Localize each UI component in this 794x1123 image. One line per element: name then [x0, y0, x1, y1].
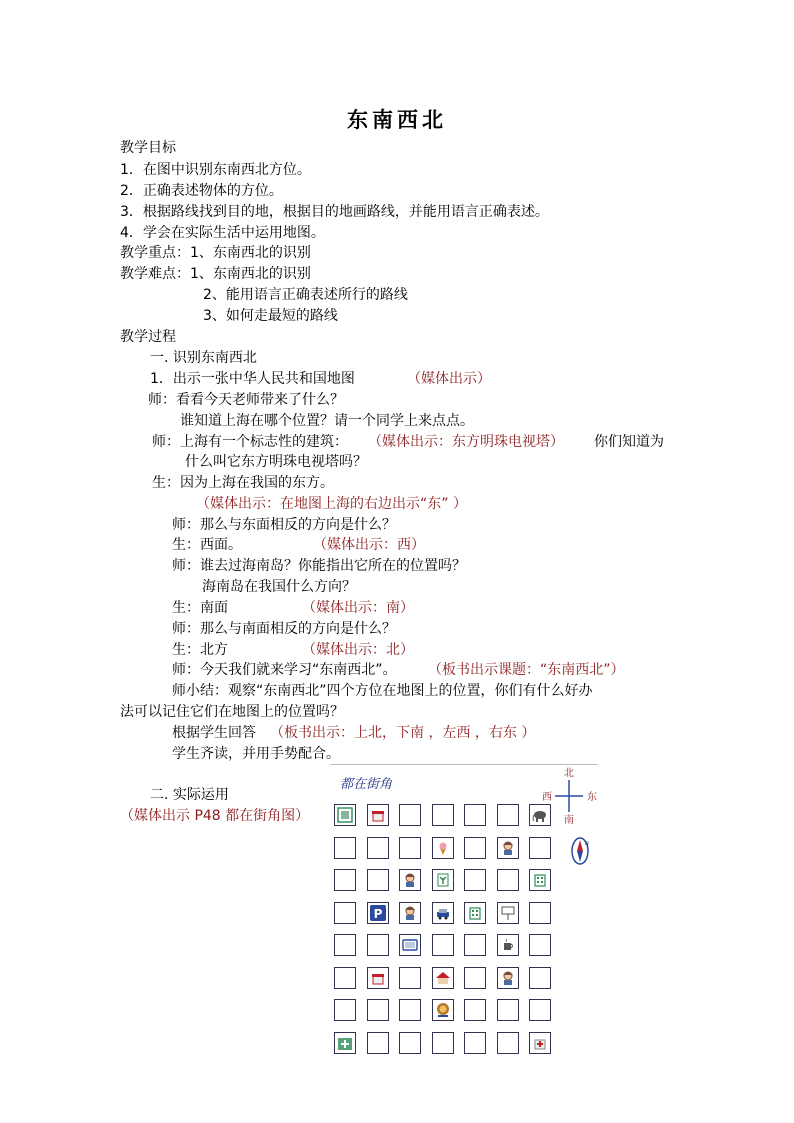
map-cell	[367, 934, 389, 956]
text-line: （媒体出示：北）	[302, 642, 414, 658]
person-icon	[402, 905, 418, 921]
map-cell	[529, 837, 551, 859]
building-icon	[532, 872, 548, 888]
map-cell	[432, 869, 454, 891]
map-cell	[464, 934, 486, 956]
map-cell	[497, 837, 519, 859]
pharmacy-icon	[337, 1035, 353, 1051]
text-line: 师：那么与东面相反的方向是什么？	[172, 517, 396, 533]
map-cell	[399, 837, 421, 859]
map-cell	[497, 869, 519, 891]
street-map-grid	[330, 800, 560, 1060]
text-line: 3．根据路线找到目的地，根据目的地画路线，并能用语言正确表述。	[120, 204, 549, 220]
text-line: （媒体出示：西）	[313, 537, 425, 553]
compass-needle-icon	[570, 836, 590, 866]
text-line: 教学重点：1、东南西北的识别	[120, 245, 311, 261]
text-line: （媒体出示）	[407, 371, 491, 387]
map-cell	[334, 934, 356, 956]
map-cell	[529, 934, 551, 956]
map-cell	[464, 967, 486, 989]
map-cell	[497, 1032, 519, 1054]
map-cell	[367, 804, 389, 826]
text-line: 学生齐读，并用手势配合。	[172, 746, 340, 762]
text-line: 1．在图中识别东南西北方位。	[120, 162, 311, 178]
map-cell	[529, 967, 551, 989]
text-line: 2．正确表述物体的方位。	[120, 183, 283, 199]
text-line: 师：看看今天老师带来了什么？	[148, 392, 344, 408]
text-line: 教学过程	[120, 329, 176, 345]
tv-icon	[402, 937, 418, 953]
map-cell	[432, 804, 454, 826]
person-icon	[500, 970, 516, 986]
map-cell	[367, 1032, 389, 1054]
map-cell	[464, 1032, 486, 1054]
compass-south-label: 南	[564, 815, 574, 826]
text-line: 教学难点：1、东南西北的识别	[120, 266, 311, 282]
map-cell	[529, 804, 551, 826]
text-line: 1．出示一张中华人民共和国地图	[150, 371, 355, 387]
map-cell	[367, 967, 389, 989]
map-cell	[334, 967, 356, 989]
elephant-icon	[532, 807, 548, 823]
map-cell	[334, 1032, 356, 1054]
library-icon	[337, 807, 353, 823]
text-line: 生：西面。	[172, 537, 242, 553]
text-line: （媒体出示：南）	[302, 600, 414, 616]
text-line: 4．学会在实际生活中运用地图。	[120, 225, 325, 241]
map-cell	[399, 934, 421, 956]
text-line: 教学目标	[120, 140, 176, 156]
compass-north-label: 北	[564, 768, 574, 779]
map-cell	[497, 902, 519, 924]
shop-icon	[370, 807, 386, 823]
text-line: 法可以记住它们在地图上的位置吗？	[120, 704, 344, 720]
compass-west-label: 西	[542, 792, 552, 803]
figure-top-rule	[330, 764, 598, 765]
parking-icon	[370, 905, 386, 921]
text-line: 海南岛在我国什么方向？	[202, 579, 356, 595]
map-cell	[464, 804, 486, 826]
map-cell	[399, 999, 421, 1021]
ice-cream-icon	[435, 840, 451, 856]
map-cell	[334, 902, 356, 924]
map-cell	[334, 837, 356, 859]
text-line: 谁知道上海在哪个位置？请一个同学上来点点。	[180, 413, 474, 429]
compass-n-mark: N	[585, 841, 589, 847]
text-line: （媒体出示：在地图上海的右边出示“东” ）	[196, 496, 467, 512]
map-cell	[399, 1032, 421, 1054]
text-line: （板书出示：上北，下南 ，左西 ，右东 ）	[270, 725, 536, 741]
map-cell	[399, 804, 421, 826]
text-line: 师：上海有一个标志性的建筑：	[152, 434, 348, 450]
text-line: 师：那么与南面相反的方向是什么？	[172, 621, 396, 637]
building-icon	[467, 905, 483, 921]
map-cell	[334, 999, 356, 1021]
text-line: 师小结：观察“东南西北”四个方位在地图上的位置，你们有什么好办	[172, 683, 593, 699]
car-icon	[435, 905, 451, 921]
text-line: 二. 实际运用	[150, 787, 229, 803]
plant-icon	[435, 872, 451, 888]
hospital-icon	[532, 1035, 548, 1051]
text-line: 一. 识别东南西北	[150, 350, 257, 366]
map-cell	[432, 837, 454, 859]
map-cell	[367, 999, 389, 1021]
map-cell	[432, 934, 454, 956]
text-line: 根据学生回答	[172, 725, 256, 741]
text-line: 什么叫它东方明珠电视塔吗？	[185, 454, 367, 470]
map-cell	[432, 967, 454, 989]
shop-icon	[370, 970, 386, 986]
text-line: 2、能用语言正确表述所行的路线	[203, 287, 408, 303]
lion-icon	[435, 1002, 451, 1018]
page-title: 东南西北	[347, 107, 447, 132]
person-icon	[402, 872, 418, 888]
svg-text:P: P	[373, 906, 382, 921]
text-line: （媒体出示：东方明珠电视塔）	[368, 434, 564, 450]
sign-icon	[500, 905, 516, 921]
map-cell	[529, 902, 551, 924]
house-icon	[435, 970, 451, 986]
map-cell	[464, 902, 486, 924]
map-cell	[497, 934, 519, 956]
text-line: 生：因为上海在我国的东方。	[152, 475, 334, 491]
map-cell	[399, 869, 421, 891]
map-cell	[497, 804, 519, 826]
map-cell	[529, 869, 551, 891]
map-cell	[399, 902, 421, 924]
text-line: （媒体出示 P48 都在街角图）	[120, 808, 310, 824]
text-line: 你们知道为	[594, 434, 664, 450]
map-cell	[464, 999, 486, 1021]
map-cell	[497, 999, 519, 1021]
map-cell	[399, 967, 421, 989]
text-line: 生：南面	[172, 600, 228, 616]
map-cell	[464, 837, 486, 859]
person-icon	[500, 840, 516, 856]
map-cell	[464, 869, 486, 891]
text-line: 3、如何走最短的路线	[203, 308, 338, 324]
figure-title: 都在街角	[340, 777, 393, 792]
map-cell	[367, 902, 389, 924]
map-cell	[432, 902, 454, 924]
map-cell	[367, 837, 389, 859]
cup-icon	[500, 937, 516, 953]
map-cell	[432, 1032, 454, 1054]
text-line: 生：北方	[172, 642, 228, 658]
compass-east-label: 东	[587, 792, 597, 803]
map-cell	[529, 1032, 551, 1054]
map-cell	[529, 999, 551, 1021]
map-cell	[432, 999, 454, 1021]
text-line: 师：今天我们就来学习“东南西北”。	[172, 662, 397, 678]
text-line: （板书出示课题：“东南西北”）	[428, 662, 625, 678]
map-cell	[334, 869, 356, 891]
map-cell	[334, 804, 356, 826]
map-cell	[497, 967, 519, 989]
map-cell	[367, 869, 389, 891]
text-line: 师：谁去过海南岛？你能指出它所在的位置吗？	[172, 558, 466, 574]
